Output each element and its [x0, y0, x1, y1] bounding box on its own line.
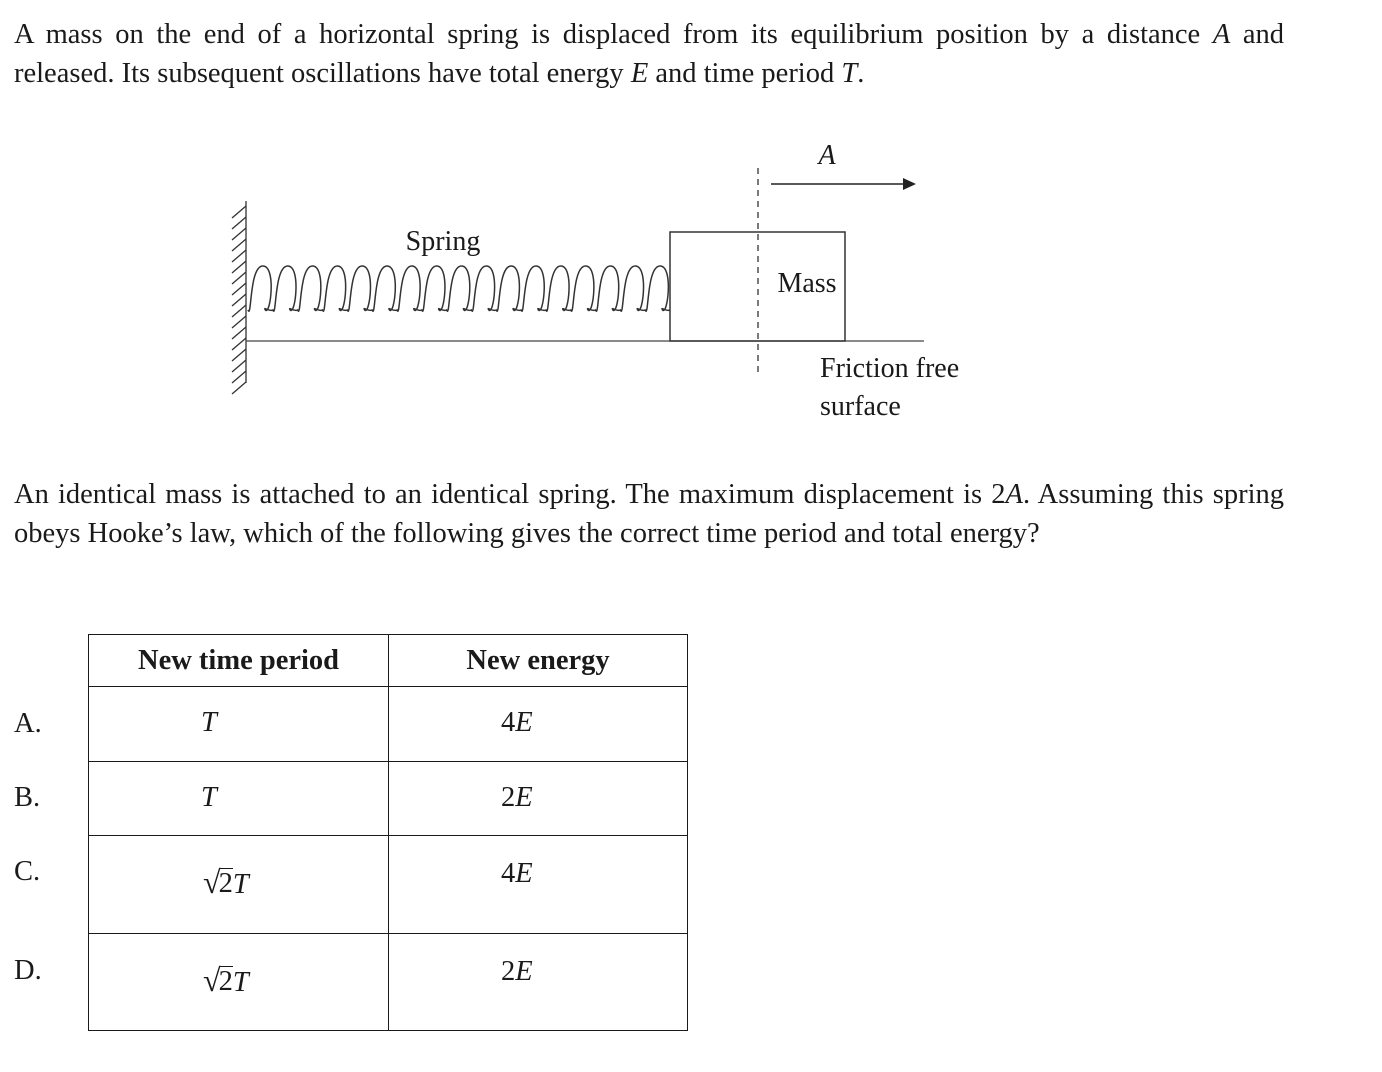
surface-label-line2: surface	[820, 391, 901, 422]
table-row	[89, 687, 688, 762]
sqrt-radicand-d: 2	[218, 965, 233, 997]
period-value-c	[203, 866, 249, 901]
intro-text-1: A mass on the end of a horizontal spring is displaced from its equilibrium position by a distance	[14, 19, 1213, 50]
energy-value-b	[501, 782, 533, 814]
sqrt-expression-c	[203, 866, 233, 898]
sqrt-expression-d	[203, 964, 233, 996]
displacement-arrow-head	[903, 178, 916, 190]
energy-cell-b	[389, 762, 688, 836]
hatch-mark	[232, 206, 246, 218]
energy-var-b: E	[515, 782, 533, 813]
hatch-mark	[232, 228, 246, 240]
radical-sign-icon: √	[203, 864, 221, 900]
hatch-mark	[232, 217, 246, 229]
hatch-mark	[232, 305, 246, 317]
header-new-energy: New energy	[389, 635, 688, 687]
intro-var-t: T	[841, 57, 858, 89]
option-label-b: B.	[14, 782, 41, 813]
period-value-b: T	[201, 782, 217, 813]
spring-mass-diagram	[0, 0, 1382, 460]
radical-sign-icon: √	[203, 962, 221, 998]
table-header-row	[89, 635, 688, 687]
options-table	[88, 634, 688, 1031]
hatch-mark	[232, 272, 246, 284]
energy-value-a	[501, 707, 533, 739]
energy-var-c: E	[515, 858, 533, 889]
hatch-mark	[232, 316, 246, 328]
period-cell-c	[89, 836, 389, 934]
hatch-mark	[232, 338, 246, 350]
hatch-mark	[232, 239, 246, 251]
energy-cell-a	[389, 687, 688, 762]
energy-coef-a: 4	[501, 707, 516, 738]
hatch-mark	[232, 294, 246, 306]
period-value-a: T	[201, 707, 217, 738]
period-var-d: T	[232, 967, 249, 998]
mass-label: Mass	[777, 268, 837, 299]
energy-value-c	[501, 858, 533, 890]
energy-var-a: E	[515, 707, 533, 738]
option-label-a: A.	[14, 708, 42, 739]
intro-var-a: A	[1212, 19, 1231, 50]
table-row	[89, 762, 688, 836]
period-cell-d	[89, 934, 389, 1031]
intro-text-4: .	[857, 57, 865, 89]
table-row	[89, 836, 688, 934]
hatch-mark	[232, 250, 246, 262]
energy-coef-c: 4	[501, 858, 516, 889]
hatch-mark	[232, 261, 246, 273]
wall-hatch-marks	[232, 206, 246, 394]
header-new-time-period: New time period	[89, 635, 389, 687]
spring-label: Spring	[405, 226, 481, 257]
intro-text-3: and time period	[648, 57, 842, 89]
energy-value-d	[501, 956, 533, 988]
hatch-mark	[232, 349, 246, 361]
question-text-1: An identical mass is attached to an identical spring. The maximum displacement is 2	[14, 479, 1006, 510]
energy-coef-b: 2	[501, 782, 516, 813]
hatch-mark	[232, 371, 246, 383]
wall-hatching	[232, 201, 246, 394]
question-text-2: . Assuming this spring obeys Hooke’s law, which of the following gives the correct time period and total energy?	[14, 479, 1284, 549]
hatch-mark	[232, 327, 246, 339]
period-cell-b	[89, 762, 389, 836]
energy-cell-c	[389, 836, 688, 934]
period-cell-a	[89, 687, 389, 762]
table-row	[89, 934, 688, 1031]
hatch-mark	[232, 382, 246, 394]
period-value-d	[203, 964, 249, 999]
question-var-a: A	[1005, 479, 1023, 510]
amplitude-label: A	[818, 140, 836, 171]
intro-var-e: E	[630, 57, 649, 89]
question-paragraph	[14, 476, 1284, 553]
energy-coef-d: 2	[501, 956, 516, 987]
intro-text-2: and released. Its subsequent oscillations have total energy	[14, 19, 1285, 89]
energy-var-d: E	[515, 956, 533, 987]
option-label-d: D.	[14, 955, 42, 986]
energy-cell-d	[389, 934, 688, 1031]
hatch-mark	[232, 283, 246, 295]
surface-label-line1: Friction free	[820, 353, 960, 384]
option-label-c: C.	[14, 856, 41, 887]
period-var-c: T	[232, 869, 249, 900]
hatch-mark	[232, 360, 246, 372]
sqrt-radicand-c: 2	[218, 867, 233, 899]
spring-coil	[248, 266, 670, 311]
